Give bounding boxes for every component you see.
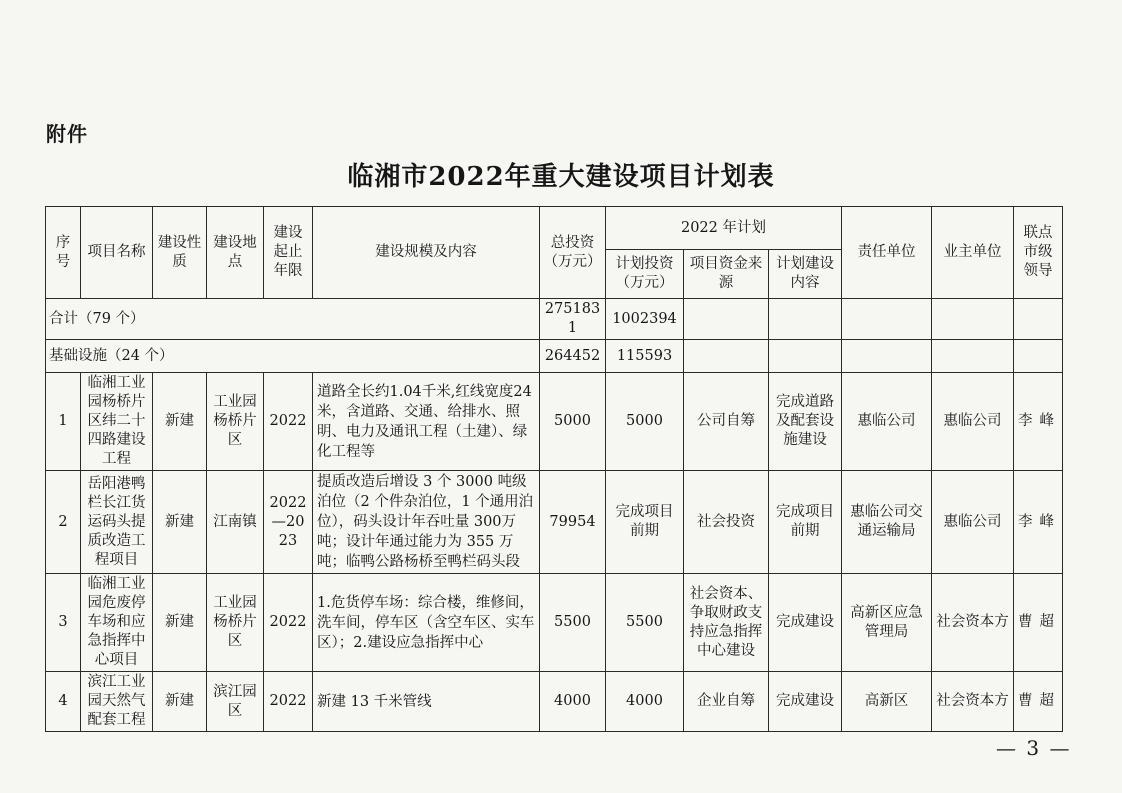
total-label: 合计（79 个）	[46, 299, 540, 340]
row-leader: 曹超	[1014, 672, 1063, 732]
row-name: 滨江工业园天然气配套工程	[81, 672, 153, 732]
header-scale: 建设规模及内容	[313, 207, 540, 299]
row-scale: 道路全长约1.04千米,红线宽度24米，含道路、交通、给排水、照明、电力及通讯工程（土建）、绿化工程等	[313, 373, 540, 471]
header-resp-unit: 责任单位	[842, 207, 932, 299]
table-header-row	[46, 207, 1063, 250]
row-plan-invest: 5500	[606, 574, 684, 672]
row-total: 4000	[540, 672, 606, 732]
header-fund-source: 项目资金来源	[684, 250, 769, 299]
row-resp-unit: 惠临公司	[842, 373, 932, 471]
row-owner-unit: 惠临公司	[932, 373, 1014, 471]
table-row	[46, 672, 1063, 732]
row-plan-content: 完成建设	[769, 574, 842, 672]
header-seq: 序号	[46, 207, 81, 299]
table-row	[46, 574, 1063, 672]
row-location: 工业园杨桥片区	[207, 373, 264, 471]
row-scale: 新建 13 千米管线	[313, 672, 540, 732]
row-fund-source: 社会投资	[684, 471, 769, 574]
header-leader: 联点市级领导	[1014, 207, 1063, 299]
row-total: 5500	[540, 574, 606, 672]
page-title: 临湘市2022年重大建设项目计划表	[347, 162, 775, 192]
table-row	[46, 471, 1063, 574]
header-plan-content: 计划建设内容	[769, 250, 842, 299]
infra-row	[46, 340, 1063, 373]
row-period: 2022	[264, 574, 313, 672]
row-seq: 4	[46, 672, 81, 732]
row-period: 2022—2023	[264, 471, 313, 574]
row-name: 临湘工业园危废停车场和应急指挥中心项目	[81, 574, 153, 672]
row-name: 临湘工业园杨桥片区纬二十四路建设工程	[81, 373, 153, 471]
infra-plan: 115593	[606, 340, 684, 373]
total-invest: 2751831	[540, 299, 606, 340]
row-leader: 曹超	[1014, 574, 1063, 672]
row-scale: 提质改造后增设 3 个 3000 吨级泊位（2 个件杂泊位，1 个通用泊位），码头设计年吞吐量 300万吨；设计年通过能力为 355 万吨；临鸭公路杨桥至鸭栏码头段	[313, 471, 540, 574]
row-fund-source: 社会资本、争取财政支持应急指挥中心建设	[684, 574, 769, 672]
row-nature: 新建	[153, 574, 207, 672]
row-resp-unit: 高新区	[842, 672, 932, 732]
row-plan-content: 完成项目前期	[769, 471, 842, 574]
infra-invest: 264452	[540, 340, 606, 373]
header-total: 总投资（万元）	[540, 207, 606, 299]
header-name: 项目名称	[81, 207, 153, 299]
total-plan: 1002394	[606, 299, 684, 340]
row-period: 2022	[264, 373, 313, 471]
row-nature: 新建	[153, 471, 207, 574]
header-plan-2022: 2022 年计划	[606, 207, 842, 250]
header-plan-invest: 计划投资（万元）	[606, 250, 684, 299]
attachment-label: 附件	[46, 122, 88, 146]
infra-label: 基础设施（24 个）	[46, 340, 540, 373]
total-row	[46, 299, 1063, 340]
row-plan-invest: 4000	[606, 672, 684, 732]
row-plan-content: 完成道路及配套设施建设	[769, 373, 842, 471]
row-plan-content: 完成建设	[769, 672, 842, 732]
row-nature: 新建	[153, 672, 207, 732]
row-fund-source: 公司自筹	[684, 373, 769, 471]
row-plan-invest: 完成项目前期	[606, 471, 684, 574]
row-total: 5000	[540, 373, 606, 471]
row-seq: 1	[46, 373, 81, 471]
row-location: 江南镇	[207, 471, 264, 574]
row-seq: 3	[46, 574, 81, 672]
row-owner-unit: 社会资本方	[932, 672, 1014, 732]
page-number: — 3 —	[996, 736, 1072, 760]
row-leader: 李峰	[1014, 373, 1063, 471]
table-row	[46, 373, 1063, 471]
row-period: 2022	[264, 672, 313, 732]
row-owner-unit: 惠临公司	[932, 471, 1014, 574]
header-owner-unit: 业主单位	[932, 207, 1014, 299]
row-resp-unit: 惠临公司交通运输局	[842, 471, 932, 574]
row-leader: 李峰	[1014, 471, 1063, 574]
row-fund-source: 企业自筹	[684, 672, 769, 732]
row-location: 工业园杨桥片区	[207, 574, 264, 672]
row-resp-unit: 高新区应急管理局	[842, 574, 932, 672]
header-location: 建设地点	[207, 207, 264, 299]
row-plan-invest: 5000	[606, 373, 684, 471]
row-total: 79954	[540, 471, 606, 574]
header-nature: 建设性质	[153, 207, 207, 299]
header-period: 建设起止年限	[264, 207, 313, 299]
row-owner-unit: 社会资本方	[932, 574, 1014, 672]
row-location: 滨江园区	[207, 672, 264, 732]
row-scale: 1.危货停车场：综合楼，维修间，洗车间，停车区（含空车区、实车区）；2.建设应急指挥中心	[313, 574, 540, 672]
row-nature: 新建	[153, 373, 207, 471]
row-seq: 2	[46, 471, 81, 574]
project-plan-table	[45, 206, 1063, 732]
row-name: 岳阳港鸭栏长江货运码头提质改造工程项目	[81, 471, 153, 574]
